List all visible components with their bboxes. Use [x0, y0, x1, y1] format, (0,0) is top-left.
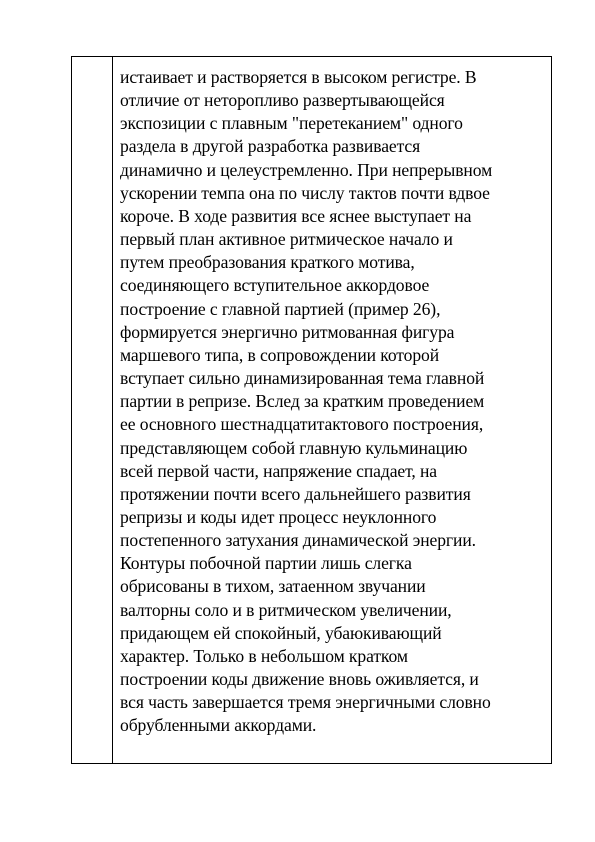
document-table: [71, 56, 552, 764]
text-line: постепенного затухания динамической энергии.: [120, 530, 476, 551]
text-line: обрисованы в тихом, затаенном звучании: [120, 576, 426, 597]
text-line: характер. Только в небольшом кратком: [120, 645, 408, 666]
paragraph: [120, 66, 545, 738]
text-line: протяжении почти всего дальнейшего развития: [120, 483, 471, 504]
text-line: партии в репризе. Вслед за кратким проведением: [120, 391, 485, 412]
text-line: ее основного шестнадцатитактового построения,: [120, 414, 484, 435]
text-line: первый план активное ритмическое начало и: [120, 229, 453, 250]
text-line: построении коды движение вновь оживляется, и: [120, 669, 479, 690]
text-line: валторны соло и в ритмическом увеличении,: [120, 599, 452, 620]
text-line: представляющем собой главную кульминацию: [120, 437, 468, 458]
text-line: истаивает и растворяется в высоком регистре. В: [120, 67, 477, 87]
text-line: репризы и коды идет процесс неуклонного: [120, 506, 437, 527]
text-line: отличие от неторопливо развертывающейся: [120, 90, 445, 111]
text-line: построение с главной партией (пример 26),: [120, 298, 441, 319]
text-line: соединяющего вступительное аккордовое: [120, 275, 430, 296]
text-line: короче. В ходе развития все яснее выступает на: [120, 205, 472, 226]
text-line: раздела в другой разработка развивается: [120, 136, 421, 157]
text-line: вся часть завершается тремя энергичными словно: [120, 692, 491, 713]
text-line: ускорении темпа она по числу тактов почти вдвое: [120, 182, 490, 203]
text-line: придающем ей спокойный, убаюкивающий: [120, 622, 442, 643]
text-line: путем преобразования краткого мотива,: [120, 252, 415, 273]
text-line: обрубленными аккордами.: [120, 715, 317, 736]
text-line: маршевого типа, в сопровождении которой: [120, 344, 440, 365]
text-line: Контуры побочной партии лишь слегка: [120, 553, 412, 574]
text-line: экспозиции с плавным "перетеканием" одного: [120, 113, 463, 134]
empty-left-cell: [72, 57, 113, 764]
text-line: всей первой части, напряжение спадает, на: [120, 460, 437, 481]
text-line: вступает сильно динамизированная тема главной: [120, 368, 485, 389]
text-line: формируется энергично ритмованная фигура: [120, 321, 455, 342]
text-line: динамично и целеустремленно. При непрерывном: [120, 159, 493, 180]
table-row: [72, 57, 552, 764]
text-cell: [113, 57, 552, 764]
